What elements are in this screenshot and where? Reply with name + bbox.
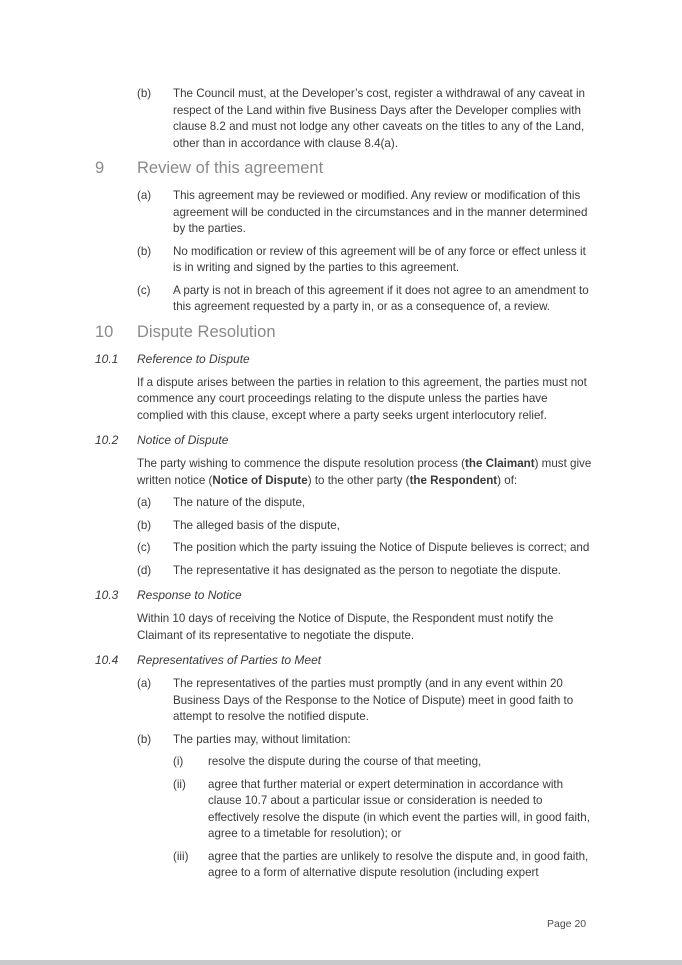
- clause-text: The Council must, at the Developer’s cost, register a withdrawal of any caveat in respect of the Land within five Business Days after the Developer complies with clause 8.2 and must not lodge any other caveats on the titles to any of the Land, other than in accordance with clause 8.4(a).: [173, 87, 585, 150]
- clause-item-9-a: [137, 188, 592, 238]
- subsection-10-4-heading: [95, 653, 592, 668]
- clause-text: The parties may, without limitation:: [173, 732, 351, 746]
- clause-item-10-4-b-ii: [173, 777, 592, 843]
- clause-text: The representatives of the parties must promptly (and in any event within 20 Business Days of the Response to the Notice of Dispute) meet in good faith to attempt to resolve the notified dispute.: [173, 677, 574, 723]
- clause-item-9-b: [137, 244, 592, 277]
- clause-label: (b): [137, 244, 152, 258]
- clause-label: (ii): [173, 777, 186, 791]
- clause-item-10-4-b-iii: [173, 849, 592, 882]
- clause-item-10-2-a: [137, 495, 592, 512]
- clause-label: (b): [137, 87, 152, 100]
- clause-item-10-4-b: [137, 732, 592, 749]
- subsection-number: 10.4: [95, 653, 119, 667]
- section-number: 9: [95, 159, 105, 177]
- clause-item-10-2-b: [137, 518, 592, 535]
- subsection-10-3-heading: [95, 588, 592, 603]
- subsection-title: Response to Notice: [137, 588, 242, 602]
- clause-item-10-4-b-i: [173, 754, 592, 771]
- clause-text: No modification or review of this agreement will be of any force or effect unless it is in writing and signed by the parties to this agreement.: [173, 244, 586, 274]
- subsection-title: Reference to Dispute: [137, 351, 250, 366]
- clause-text: The position which the party issuing the Notice of Dispute believes is correct; and: [173, 541, 590, 554]
- clause-label: (d): [137, 563, 152, 577]
- page-number: Page 20: [547, 918, 587, 930]
- page-bottom-edge: [0, 960, 682, 965]
- clause-text: resolve the dispute during the course of that meeting,: [208, 755, 482, 768]
- clause-text: agree that the parties are unlikely to resolve the dispute and, in good faith, agree to a form of alternative dispute resolution (including expert: [208, 849, 589, 879]
- section-number: 10: [95, 322, 114, 341]
- clause-label: (c): [137, 283, 151, 297]
- clause-label: (i): [173, 755, 184, 768]
- subsection-10-1-heading: [95, 352, 592, 367]
- section-title: Dispute Resolution: [137, 322, 276, 341]
- clause-text: The nature of the dispute,: [173, 496, 306, 509]
- subsection-10-2-heading: [95, 433, 592, 448]
- clause-text: The representative it has designated as the person to negotiate the dispute.: [173, 563, 562, 577]
- clause-item-9-c: [137, 283, 592, 316]
- section-9-heading: [95, 158, 592, 178]
- page-footer: [547, 918, 586, 931]
- clause-item-10-2-d: [137, 563, 592, 580]
- subsection-title: Representatives of Parties to Meet: [137, 653, 322, 667]
- paragraph-10-1: If a dispute arises between the parties in relation to this agreement, the parties must not commence any court proceedings relating to the dispute unless the parties have complied with this clause, except where a party seeks urgent interlocutory relief.: [137, 375, 587, 422]
- clause-text: The alleged basis of the dispute,: [173, 518, 340, 532]
- paragraph-10-2-intro: The party wishing to commence the dispute resolution process (the Claimant) must give written notice (Notice of Dispute) to the other party (the Respondent) of:: [137, 457, 592, 487]
- clause-label: (b): [137, 732, 152, 746]
- clause-label: (a): [137, 189, 152, 202]
- subsection-number: 10.1: [95, 351, 119, 366]
- clause-label: (a): [137, 496, 152, 509]
- paragraph-10-3: Within 10 days of receiving the Notice of Dispute, the Respondent must notify the Claimant of its representative to negotiate the dispute.: [137, 612, 554, 642]
- clause-label: (c): [137, 541, 151, 554]
- clause-text: A party is not in breach of this agreement if it does not agree to an amendment to this agreement requested by a party in, or as a consequence of, a review.: [173, 283, 589, 313]
- clause-label: (iii): [173, 849, 189, 863]
- subsection-number: 10.2: [95, 433, 119, 447]
- clause-item-8-4-b: [137, 86, 592, 152]
- section-10-heading: [95, 322, 592, 342]
- clause-label: (b): [137, 518, 152, 532]
- subsection-number: 10.3: [95, 588, 119, 602]
- clause-item-10-4-a: [137, 676, 592, 726]
- clause-label: (a): [137, 677, 152, 690]
- clause-item-10-2-c: [137, 540, 592, 557]
- clause-text: agree that further material or expert determination in accordance with clause 10.7 about a particular issue or consideration is needed to effectively resolve the dispute (in which event the parties will, in good faith, agree to a timetable for resolution); or: [208, 777, 590, 840]
- subsection-title: Notice of Dispute: [137, 433, 229, 447]
- section-title: Review of this agreement: [137, 159, 324, 177]
- clause-text: This agreement may be reviewed or modified. Any review or modification of this agreement will be conducted in the circumstances and in the manner determined by the parties.: [173, 189, 588, 235]
